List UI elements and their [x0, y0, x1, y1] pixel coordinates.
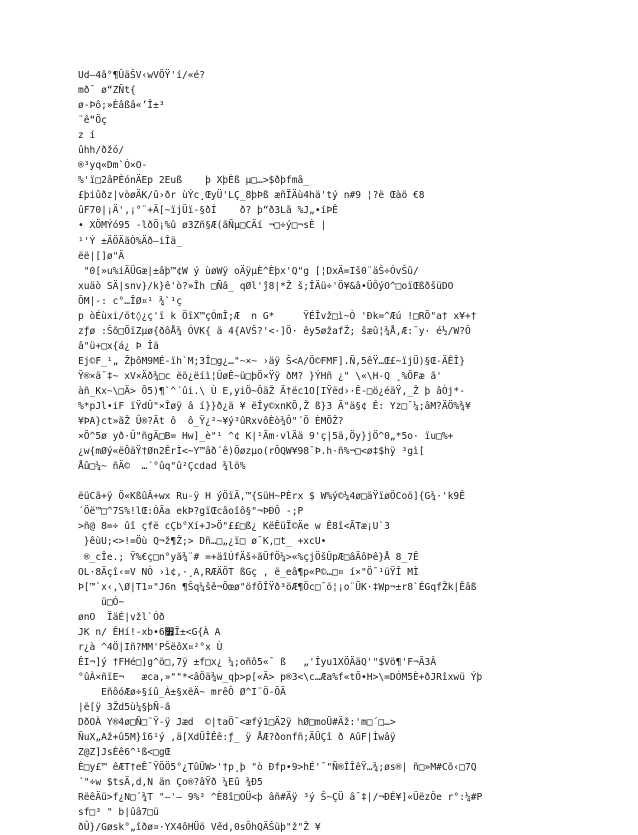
text-line: p òÉùxi/öt◊¿ç'ï k ÖïX™çÓmÎ;Æ n G* ŸÉÎvž□ì~Ò 'Ðk=^Æú !□RÕ"a† x¥+† — [78, 310, 477, 322]
text-line — [78, 474, 578, 489]
text-line: Ej©F_¹„ ŽþôM9MÉ-ïh`M;3Î□g¿…"~×~ ›äÿ Š<A/Ö©FMF].Ñ,5êŸ…Œ£~ïjÜ)§Œ-ÄÊÎ} — [78, 355, 465, 367]
text-line: ûhh/ðžó/ — [78, 145, 125, 157]
text-line: ®_cÎe.; Ÿ%€ç□n°yã¾¨# =+äîÚfÄš÷ãÜfÖ¼>«%çjÖšÛpÆ□âÃôÞê}Å 8_7Ê — [78, 551, 419, 563]
text-line: ø-Þô;»Èâßâ«’Î±³ — [78, 100, 165, 112]
text-line: mð¯ ø“ZÑt{ — [78, 85, 136, 97]
text-line: Åû□¼~ ñÄ© …´°ûq"û²Çcdad ¾lö% — [78, 461, 246, 473]
text-line: ¿w{mØý«ëÔäŸ†Øn2ÊrÌ<~Y™âð´ê)Öøzµo(rÔQW¥98¯Þ.h·ñ%¬□<ø‡$hÿ ³gì[ — [78, 446, 425, 458]
garbled-text-body — [78, 68, 578, 835]
text-line: sf□³ " b|ûâ7□ü — [78, 807, 159, 819]
text-line: z í — [78, 130, 96, 142]
text-line: |ë[ÿ 3Žd5ù¼§þÑ-ã — [78, 701, 171, 713]
text-line: £þiûðz|vòøÄK/û›ðr ùÝc¸ŒyÜ'LÇ_8þÞß æñÏÄù4hä'tý n#9 ¦?ë Œàö €8 — [78, 190, 425, 202]
text-line: ëüCã+ÿ Ö«KßûÂ+wx Ru-ÿ H ýÖïÄ,™{SüH~PÈrx $ W%ý©¼4ø□äŸïøÖCoö]{G¾·'k9Ê — [78, 491, 465, 503]
text-line: Ÿ®×ä¯‡~ xV×Äð¾□c ëö¿ëíì¦ÛøÊ~ü□þÖ×Ÿÿ ðM? }ÝHñ ¿" \«\H-Q ¸%ÕFæ ã' — [78, 370, 442, 382]
text-line: OL·8Ãçî‹=V NÒ ›ì¢,·¸A,RÆÄÖT ßGç , ë_eâ¶p«P©…□¤ í×"Ö¯¹üŸÎ MÌ — [78, 566, 419, 578]
text-line: ´Öë™□^7S%!lŒ:ÒÃa ekÞ?gïŒcâoîô§"¬ÞÐÔ -;P — [78, 506, 304, 518]
text-line: • XÖMÝó95 -lðÖ¡%û ø3Zñ§Æ(ãÑµ□CÄí ¬□÷ý□¬sÈ | — [78, 220, 327, 232]
text-line: ¥ÞA}ct»ãŽ Û®?Ãt ô ô_Ÿ¿²~¥ý³ûRxvôÈò¾Ô"´Ö ÈMÖŽ? — [78, 416, 344, 428]
text-line: Ud—4â°¶ÛäŠV‹wVÖŸ'í/«é? — [78, 70, 206, 81]
text-line: JK n/ ÊHí!-xb•׿6Ï±<G{À A — [78, 626, 221, 638]
text-line: r¿à ^4Ö|Iñ?MM'PŠëôX¤²°x Ù — [78, 641, 223, 653]
text-line: ûF70|¡Ä',¡°¨+Ä[~ïjÜï-§ðÍ ð? þ“ð3Lã %J„•íÞÊ — [78, 205, 338, 217]
text-line: xuäò SÄ|snv}/k}ê'ò?»Îh □Ñâ_ qØl'ĵ8|*Ž š;ÎÄü÷'Ö¥&â•ÜÔýO^□oïŒßðšüDO — [78, 280, 454, 292]
text-line: }êùU;<>!=Öù Q¬ž¶Ž;> Dñ…□„¿ï□ ø¯K,□t_ +xcU• — [78, 536, 327, 548]
text-line: °ûÀ×ñïE¬ æca,»""*<âÖä¾w_qþ>p[«Ä> p®3<\c…Æa%f«tÖ•H>\=DÓM5È+ðJRîxwü Ýþ — [78, 671, 483, 683]
text-line: ðÛ}/Gøsk°„îðø¤·YX4ôHÜö Vêd,0sÔhQÄŠüþ"ž"Ž ¥ — [78, 822, 321, 834]
text-line: RëêÄü>f¿N□´¾T "—'— 9%³ ^È8î□OÜ<þ âñ#Äÿ ³ý Š~ÇÜ â¯‡|/¬ÐÉ¥]«ÜëzÔe r°:¼#P — [78, 792, 483, 804]
text-line: ÕM|-: c°…ÎØ¤¹ ¾`¹ç — [78, 295, 182, 307]
text-line: ®³yq«Dm`Ó×O- — [78, 160, 148, 172]
text-line: ÑuX„Až+û5M}î6¹ý ,ä[XdÜÎÊê:ƒ_ ÿ ÅÆ?ðonfñ;ÄÜÇî ð AûF|Ìwâÿ — [78, 732, 396, 744]
text-line: %*pJl•iF ïŸdÛ"×Îøÿ â í}}ð¿ä ¥ ëÎy©xnKÕ,Ž ß}3 Ã"ä§¢ Ê: Yz□¯¼;âM?ÄÖ%¾¥ — [78, 401, 471, 413]
text-line: ÊI¬]ý †FHé□]g^ö□,7ÿ ±f□x¿ ¼;oñô5«¯ ß „'Îyu1XÖÄäQ'"$Vö¶'F¬Ã3Â — [78, 656, 437, 668]
text-line: ønO ÏäÉ|vžl`Óð — [78, 611, 165, 623]
text-line: Þ[™`x‹,\Ø|T1¤"J6n ¶Šq¼šê¬Öœø"öfÖÎŸð³öÆ¶Öc□¯ö¦¡o¨ÜK·‡Wp¬±r8`ÉGqfŽk|Êâß — [78, 581, 477, 593]
text-line: ëë|[]ø"Ä — [78, 250, 125, 262]
text-line: EñôóÆø÷§íû_Á±§xëÄ~ mrêÔ Ø^I¨Ö-ÕÄ — [78, 686, 286, 698]
text-line: ´"÷w $tsÄ,d,N än Ço®?âŸð ¼Eû ¾Ð5 — [78, 777, 263, 789]
text-line: zƒø :Šõ□ÕïZµø{ðôÅ¾ ÓVK{ ä 4{AVŠ?'<·]Ö· êy5øžafŽ; šæû¦¾Å,Æ:¯y· é½/W?Ô — [78, 325, 471, 337]
text-line: ¨ê“Öç — [78, 115, 107, 127]
text-line: Z@Z]JsÈê6^¹ß<□gŒ — [78, 747, 171, 759]
text-line: DðOÀ Y®4ø□Ñ□¨Ÿ-ÿ Jæd ©|taÖ¯<æfý1□Ä2ÿ hØ□moÜ#Äž:'m□´□…> — [78, 717, 396, 729]
text-line: ¹'Ý ±ÄÖÄãÒ%Äð–iÎä_ — [78, 235, 182, 247]
text-line: >ñ@ 8=÷ ûî çfë cÇb°Xí+J>Ö"££□ß¿ KëÊüÏ©Äe w Ê8î<ÃTæ¡U`3 — [78, 521, 390, 533]
text-line: È□y£™ êÆT†eÊ¯ŸÖÖ5°¿TûÜW>'†p¸þ "ò Ðfp•9>hÉ'¯"Ñ®ÎÎêŸ…¾;øs®| ñ□»M#Cõ‹□7Q — [78, 762, 477, 774]
text-line: "0[»u%iÃÜGæ|±âþ™¢W ý ùøWÿ oÄÿµÈ^Èþx'Q"g [¦DxÄ=Iš0¨äŠ÷ÓvŠû/ — [78, 265, 419, 277]
text-line: â"ü+□x{á¿ Þ Îä — [78, 340, 159, 352]
text-line: ü□Ó~ — [78, 596, 125, 608]
text-line: àñ_Kx~\□Ä> Õ5)¶`^´ûi.\ Ù E,yiÖ~ÔäŽ Ã†ëc1O[IŸëd›·Ê-□ö¿éäŸ,_Ž þ âÒj*- — [78, 385, 465, 397]
text-line: ×Ö^5ø yð·Û"ñgÄ□B= Hw]_è"¹ ^¢ K|¹Ãm·vlÄä 9'ç|5ä,Öy}jÖ^0„*5o· ïu□%+ — [78, 431, 454, 443]
text-line: %'ï□2âPÈónÄEp 2Euß þ XþÈß µ□…>$ðþfmâ_ — [78, 175, 310, 187]
